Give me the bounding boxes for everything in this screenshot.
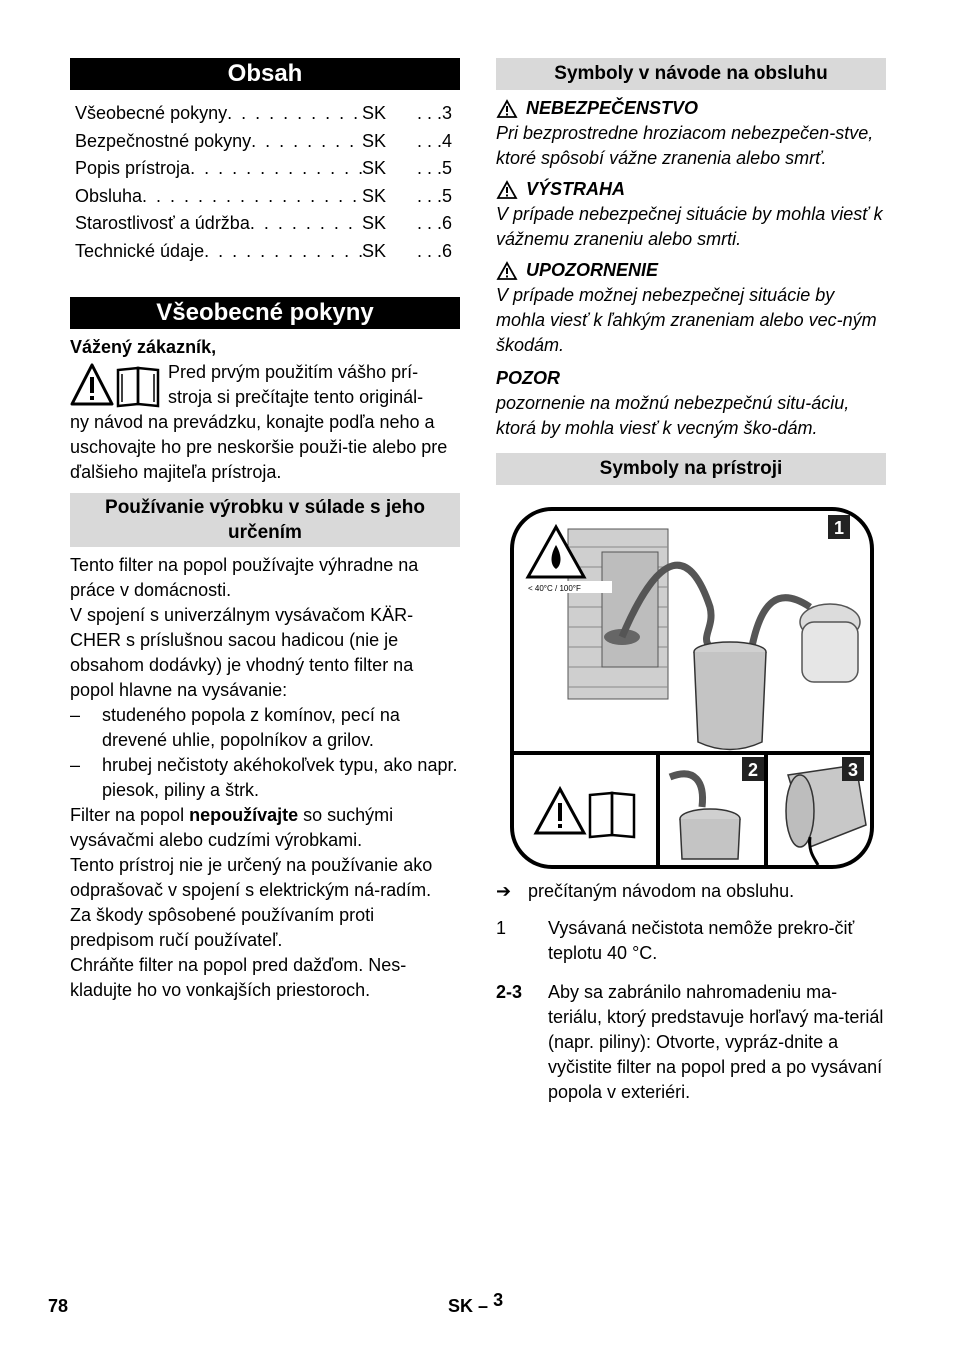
usage-heading: Používanie výrobku v súlade s jeho určením: [70, 493, 460, 547]
usage-p4: Tento prístroj nie je určený na používanie ako odprašovač v spojení s elektrickým ná-radím.: [70, 855, 433, 900]
symbols-manual-heading: Symboly v návode na obsluhu: [496, 58, 886, 90]
caution-label: UPOZORNENIE: [496, 258, 886, 283]
usage-p1: Tento filter na popol používajte výhradne na práce v domácnosti.: [70, 555, 419, 600]
right-column: [496, 58, 886, 1105]
warning-triangle-icon: [496, 180, 518, 200]
usage-p2: V spojení s univerzálnym vysávačom KÄR-CHER s príslušnou sacou hadicou (nie je obsahom dodávky) je vhodný tento filter na popol hlavne na vysávanie:: [70, 605, 414, 700]
device-symbols-illustration: [510, 507, 874, 869]
arrow-right-icon: ➔: [496, 881, 512, 901]
note-2-3: 2-3 Aby sa zabránilo nahromadeniu ma-teriálu, ktorý predstavuje horľavý ma-teriál (napr. piliny): Otvorte, vypráz-dnite a vyčistite filter na popol pred a po vysávaní popola v exteriéri.: [496, 982, 884, 1102]
danger-label: NEBEZPEČENSTVO: [496, 96, 886, 121]
warning-text: V prípade nebezpečnej situácie by mohla viesť k vážnemu zraneniu alebo smrti.: [496, 204, 883, 249]
page-number: 78: [48, 1296, 69, 1316]
pozor-text: pozornenie na možnú nebezpečnú situ-áciu, ktorá by mohla viesť k vecným ško-dám.: [496, 393, 850, 438]
panel-number-1: 1: [833, 518, 845, 538]
usage-bullet-2: – hrubej nečistoty akéhokoľvek typu, ako napr. piesok, piliny a štrk.: [70, 755, 458, 800]
toc-row: Popis prístroja . . . SK . . .5: [70, 155, 460, 183]
warning-label: VÝSTRAHA: [496, 177, 886, 202]
warning-triangle-icon: [496, 99, 518, 119]
intro-rest: ny návod na prevádzku, konajte podľa neho a uschovajte ho pre neskoršie použi-tie alebo pre ďalšieho majiteľa prístroja.: [70, 412, 448, 482]
usage-p5: Za škody spôsobené používaním proti predpisom ručí používateľ.: [70, 905, 375, 950]
usage-bullet-1: – studeného popola z komínov, pecí na drevené uhlie, popolníkov a grilov.: [70, 705, 400, 750]
pozor-label: POZOR: [496, 368, 561, 388]
general-heading: Všeobecné pokyny: [70, 297, 460, 329]
left-column: [70, 58, 460, 1003]
intro-line-2: stroja si prečítajte tento originál-: [168, 387, 424, 407]
panel-number-3: 3: [847, 760, 859, 780]
danger-text: Pri bezprostredne hroziacom nebezpečen-stve, ktoré spôsobí vážne zranenia alebo smrť.: [496, 123, 874, 168]
toc-row: Všeobecné pokyny . . . SK . . .3: [70, 100, 460, 128]
caution-text: V prípade možnej nebezpečnej situácie by mohla viesť k ľahkým zraneniam alebo vec-ným škodám.: [496, 285, 877, 355]
footer-section: SK – 3: [448, 1290, 504, 1316]
table-of-contents: [70, 100, 460, 265]
panel-number-2: 2: [747, 760, 759, 780]
toc-heading: Obsah: [70, 58, 460, 90]
toc-row: Obsluha . . . SK . . .5: [70, 183, 460, 211]
usage-p3: Filter na popol nepoužívajte so suchými vysávačmi alebo cudzími výrobkami.: [70, 805, 394, 850]
symbols-device-heading: Symboly na prístroji: [496, 453, 886, 485]
warning-manual-icon: [70, 362, 162, 408]
intro-block: [70, 360, 460, 410]
toc-row: Technické údaje . . . SK . . .6: [70, 238, 460, 266]
note-1: 1 Vysávaná nečistota nemôže prekro-čiť teplotu 40 °C.: [496, 918, 855, 963]
salutation: Vážený zákazník,: [70, 337, 217, 357]
warning-triangle-icon: [496, 261, 518, 281]
toc-row: Bezpečnostné pokyny . . . SK . . .4: [70, 128, 460, 156]
temperature-limit-label: < 40°C / 100°F: [528, 584, 581, 593]
toc-row: Starostlivosť a údržba . . . SK . . .6: [70, 210, 460, 238]
usage-p6: Chráňte filter na popol pred dažďom. Nes-kladujte ho vo vonkajších priestoroch.: [70, 955, 407, 1000]
intro-line-1: Pred prvým použitím vášho prí-: [168, 362, 419, 382]
arrow-note: ➔ prečítaným návodom na obsluhu.: [496, 879, 886, 904]
